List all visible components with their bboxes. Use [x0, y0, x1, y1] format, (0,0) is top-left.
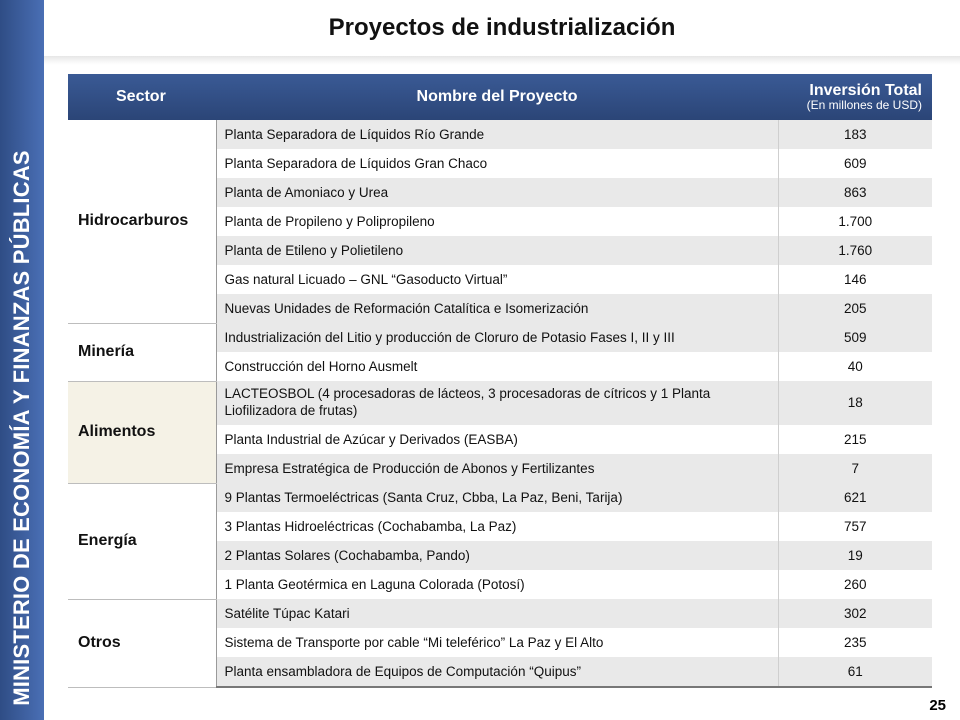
sidebar-band — [0, 0, 44, 720]
project-name-cell: Satélite Túpac Katari — [216, 599, 778, 628]
investment-cell: 1.760 — [778, 236, 932, 265]
header-project: Nombre del Proyecto — [216, 74, 778, 120]
sector-cell: Otros — [68, 599, 216, 687]
investment-cell: 146 — [843, 272, 867, 287]
investment-cell: 18 — [778, 381, 932, 425]
investment-cell: 609 — [843, 156, 867, 171]
investment-cell: 757 — [843, 519, 867, 534]
page-title: Proyectos de industrialización — [328, 14, 676, 41]
investment-cell: 509 — [778, 323, 932, 352]
project-name-cell: Planta ensambladora de Equipos de Computación “Quipus” — [216, 657, 778, 687]
project-name-cell: 2 Plantas Solares (Cochabamba, Pando) — [216, 541, 778, 570]
investment-cell: 205 — [778, 294, 932, 323]
investment-cell: 302 — [778, 599, 932, 628]
sector-cell: Minería — [68, 323, 216, 381]
page-number: 25 — [929, 697, 946, 714]
table-row — [68, 120, 932, 149]
project-name-cell: Industrialización del Litio y producción de Cloruro de Potasio Fases I, II y III — [216, 323, 778, 352]
project-name-cell: Planta Separadora de Líquidos Gran Chaco — [216, 149, 778, 178]
table-row — [68, 483, 932, 512]
project-name-cell: Planta Separadora de Líquidos Río Grande — [216, 120, 778, 149]
project-name-cell: LACTEOSBOL (4 procesadoras de lácteos, 3 procesadoras de cítricos y 1 Planta Liofilizadora de frutas) — [216, 381, 778, 425]
project-name-cell: Nuevas Unidades de Reformación Catalítica e Isomerización — [216, 294, 778, 323]
investment-cell: 183 — [778, 120, 932, 149]
investment-cell: 621 — [778, 483, 932, 512]
investment-cell: 7 — [778, 454, 932, 483]
investment-cell: 215 — [843, 432, 867, 447]
projects-table — [68, 74, 932, 688]
sector-cell: Energía — [68, 483, 216, 599]
project-name-cell: Gas natural Licuado – GNL “Gasoducto Virtual” — [216, 265, 778, 294]
table-row — [68, 599, 932, 628]
project-name-cell: 9 Plantas Termoeléctricas (Santa Cruz, Cbba, La Paz, Beni, Tarija) — [216, 483, 778, 512]
ministry-name: MINISTERIO DE ECONOMÍA Y FINANZAS PÚBLICAS — [9, 150, 34, 706]
investment-cell: 61 — [778, 657, 932, 687]
investment-cell: 863 — [778, 178, 932, 207]
project-name-cell: 3 Plantas Hidroeléctricas (Cochabamba, La Paz) — [216, 512, 778, 541]
title-divider — [44, 56, 960, 65]
sector-cell: Hidrocarburos — [68, 120, 216, 323]
table-body — [68, 120, 932, 687]
sector-cell: Alimentos — [68, 381, 216, 483]
header-sector: Sector — [68, 74, 216, 120]
project-name-cell: Construcción del Horno Ausmelt — [216, 352, 778, 381]
table-row — [68, 381, 932, 425]
investment-cell: 260 — [843, 577, 867, 592]
header-investment-title: Inversión Total — [809, 81, 922, 99]
table-header-row — [68, 74, 932, 120]
project-name-cell: 1 Planta Geotérmica en Laguna Colorada (Potosí) — [216, 570, 778, 599]
project-name-cell: Empresa Estratégica de Producción de Abonos y Fertilizantes — [216, 454, 778, 483]
project-name-cell: Planta Industrial de Azúcar y Derivados (EASBA) — [216, 425, 778, 454]
header-investment-unit: (En millones de USD) — [806, 98, 922, 113]
investment-cell: 40 — [847, 359, 863, 374]
table-row — [68, 323, 932, 352]
investment-cell: 1.700 — [838, 214, 873, 229]
project-name-cell: Planta de Amoniaco y Urea — [216, 178, 778, 207]
investment-cell: 19 — [778, 541, 932, 570]
investment-cell: 235 — [843, 635, 867, 650]
header-investment — [778, 74, 932, 120]
project-name-cell: Planta de Etileno y Polietileno — [216, 236, 778, 265]
project-name-cell: Sistema de Transporte por cable “Mi teleférico” La Paz y El Alto — [216, 628, 778, 657]
project-name-cell: Planta de Propileno y Polipropileno — [216, 207, 778, 236]
